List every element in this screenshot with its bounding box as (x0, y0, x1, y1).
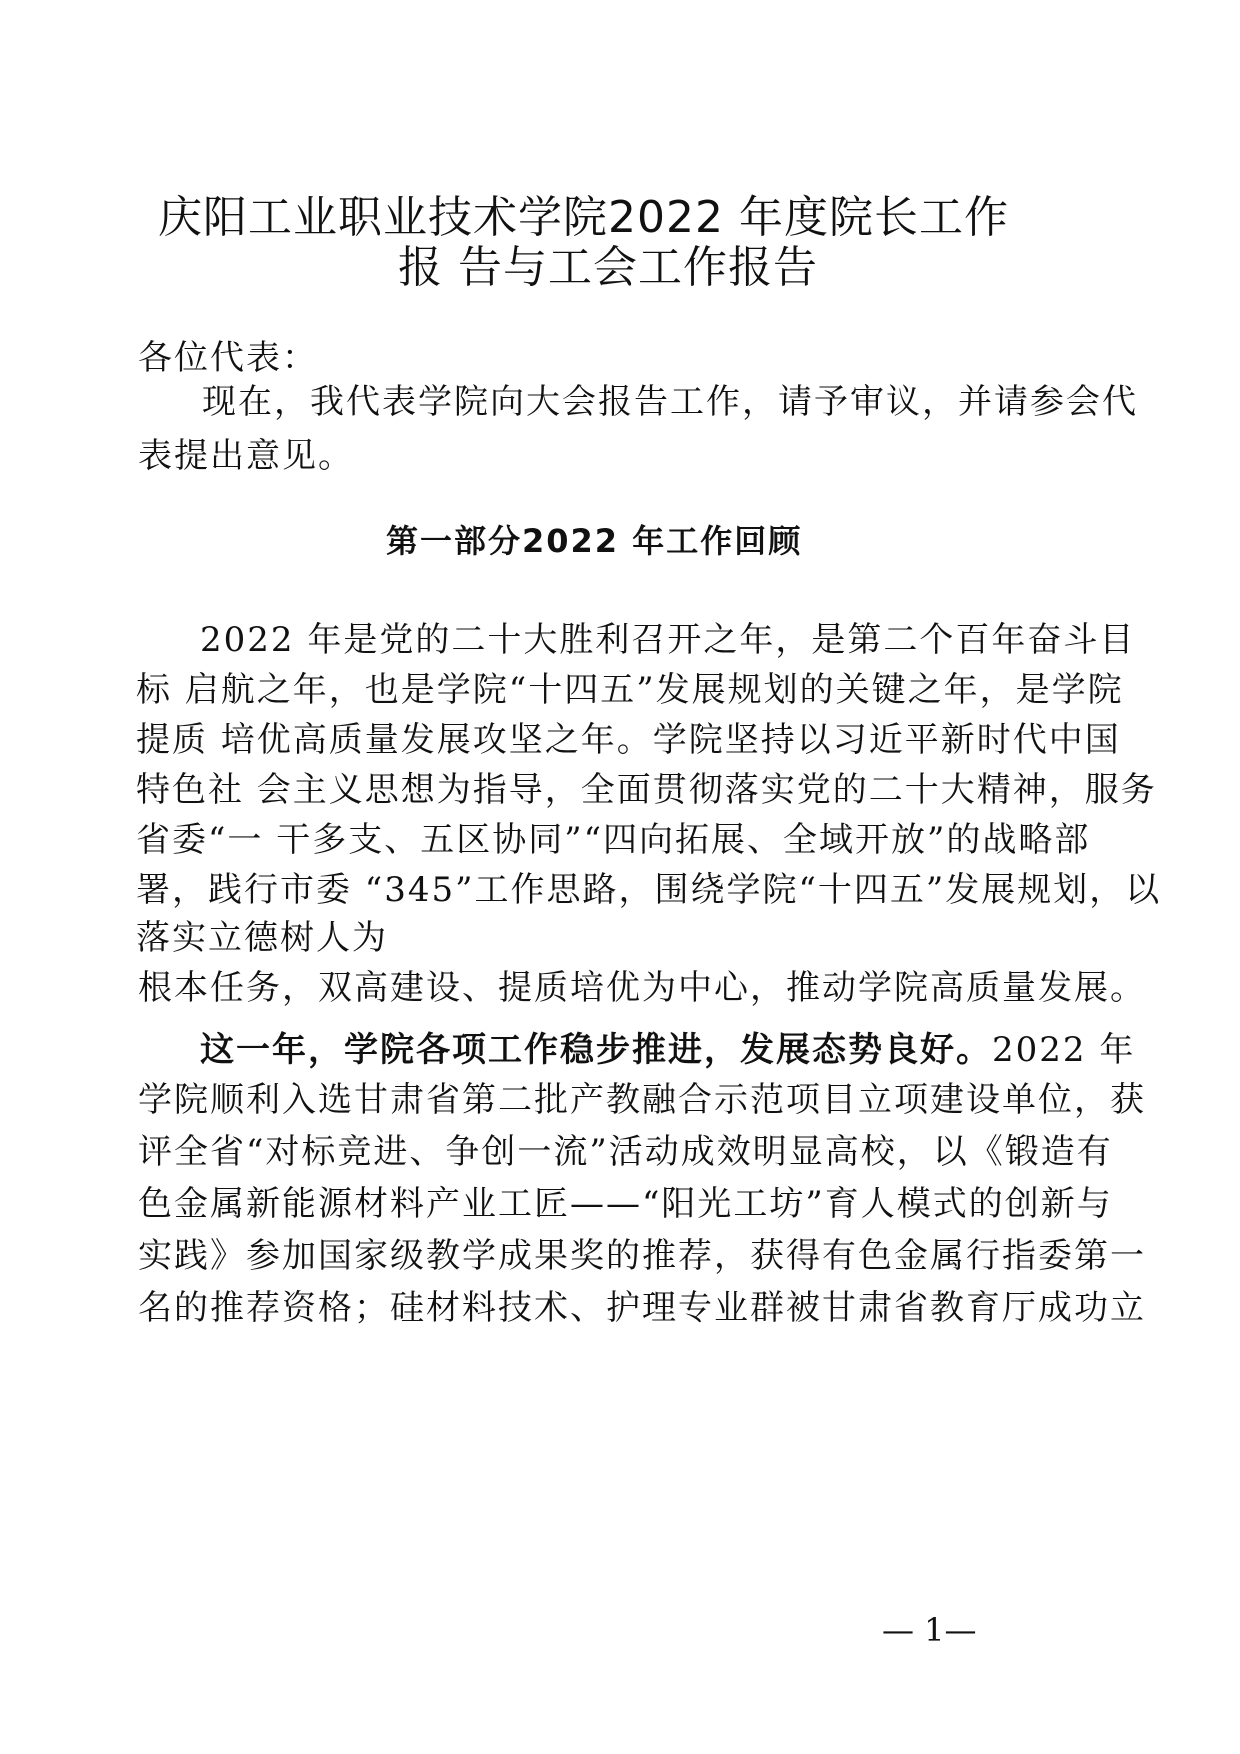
paragraph-line: 提质 培优高质量发展攻坚之年。学院坚持以习近平新时代中国 (136, 720, 1121, 760)
intro-line: 表提出意见。 (138, 436, 354, 476)
bold-summary-sentence: 这一年，学院各项工作稳步推进，发展态势良好。 (200, 1030, 992, 1070)
salutation: 各位代表： (138, 338, 318, 378)
paragraph-line: 学院顺利入选甘肃省第二批产教融合示范项目立项建设单位，获 (138, 1080, 1146, 1120)
paragraph-line: 特色社 会主义思想为指导，全面贯彻落实党的二十大精神，服务 (136, 770, 1157, 810)
paragraph-line: 标 启航之年，也是学院“十四五”发展规划的关键之年，是学院 (136, 670, 1124, 710)
page-number: — 1— (882, 1611, 977, 1649)
document-title-line-2: 报 告与工会工作报告 (398, 242, 818, 293)
paragraph-line: 落实立德树人为 (136, 918, 388, 958)
paragraph-line: 名的推荐资格；硅材料技术、护理专业群被甘肃省教育厅成功立 (138, 1288, 1146, 1328)
paragraph-line: 评全省“对标竞进、争创一流”活动成效明显高校，以《锻造有 (138, 1132, 1113, 1172)
intro-line: 现在，我代表学院向大会报告工作，请予审议，并请参会代 (202, 382, 1138, 422)
document-title-line-1: 庆阳工业职业技术学院2022 年度院长工作 (158, 192, 1009, 243)
paragraph-line: 根本任务，双高建设、提质培优为中心，推动学院高质量发展。 (138, 968, 1146, 1008)
paragraph-line: 色金属新能源材料产业工匠——“阳光工坊”育人模式的创新与 (138, 1184, 1113, 1224)
paragraph-line-bold-lead (200, 1026, 1135, 1074)
paragraph-line: 2022 年是党的二十大胜利召开之年，是第二个百年奋斗目 (200, 620, 1136, 660)
paragraph-text: 2022 年 (992, 1030, 1136, 1070)
paragraph-line: 实践》参加国家级教学成果奖的推荐，获得有色金属行指委第一 (138, 1236, 1146, 1276)
paragraph-line: 署，践行市委 “345”工作思路，围绕学院“十四五”发展规划，以 (136, 870, 1162, 910)
section-heading: 第一部分2022 年工作回顾 (386, 522, 803, 560)
paragraph-line: 省委“一 干多支、五区协同”“四向拓展、全域开放”的战略部 (136, 820, 1091, 860)
